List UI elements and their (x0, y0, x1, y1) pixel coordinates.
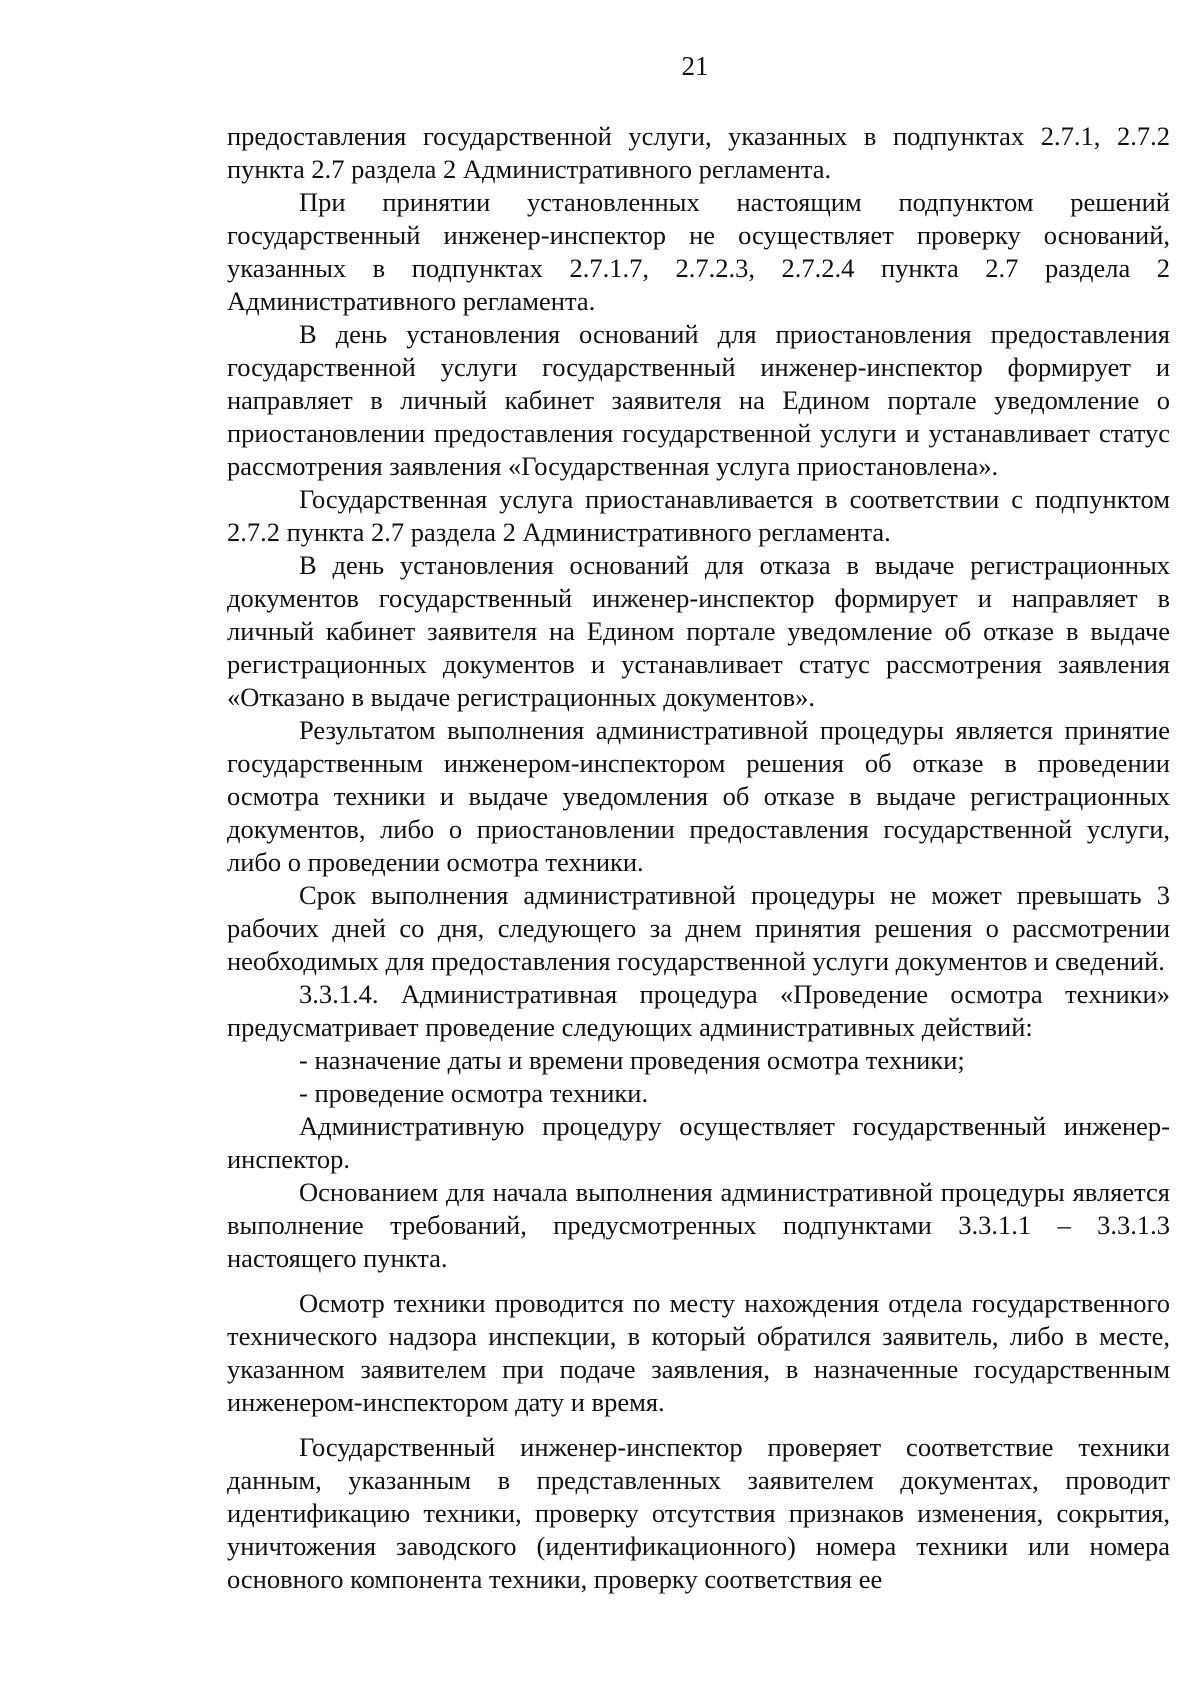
paragraph: Административную процедуру осуществляет государственный инженер-инспектор. (227, 1111, 1170, 1174)
paragraph: В день установления оснований для приостановления предоставления государственной услуги государственный инженер-инспектор формирует и направляет в личный кабинет заявителя на Едином портале уведомление о приостановлении предоставления государственной услуги и устанавливает статус рассмотрения заявления «Государственная услуга приостановлена». (227, 319, 1170, 481)
page-number: 21 (681, 51, 709, 81)
paragraph: Результатом выполнения административной процедуры является принятие государственным инженером-инспектором решения об отказе в проведении осмотра техники и выдаче уведомления об отказе в выдаче регистрационных документов, либо о приостановлении предоставления государственной услуги, либо о проведении осмотра техники. (227, 715, 1170, 877)
document-body (227, 120, 1170, 1596)
paragraph: 3.3.1.4. Административная процедура «Проведение осмотра техники» предусматривает проведение следующих административных действий: (227, 979, 1170, 1042)
list-item: - назначение даты и времени проведения осмотра техники; (299, 1045, 965, 1075)
list-item: - проведение осмотра техники. (299, 1078, 649, 1108)
paragraph: При принятии установленных настоящим подпунктом решений государственный инженер-инспектор не осуществляет проверку оснований, указанных в подпунктах 2.7.1.7, 2.7.2.3, 2.7.2.4 пункта 2.7 раздела 2 Административного регламента. (227, 187, 1170, 316)
paragraph: Осмотр техники проводится по месту нахождения отдела государственного технического надзора инспекции, в который обратился заявитель, либо в месте, указанном заявителем при подаче заявления, в назначенные государственным инженером-инспектором дату и время. (227, 1288, 1170, 1417)
paragraph: Основанием для начала выполнения административной процедуры является выполнение требований, предусмотренных подпунктами 3.3.1.1 – 3.3.1.3 настоящего пункта. (227, 1177, 1170, 1273)
paragraph: Срок выполнения административной процедуры не может превышать 3 рабочих дней со дня, следующего за днем принятия решения о рассмотрении необходимых для предоставления государственной услуги документов и сведений. (227, 880, 1170, 976)
paragraph: предоставления государственной услуги, указанных в подпунктах 2.7.1, 2.7.2 пункта 2.7 раздела 2 Административного регламента. (227, 121, 1170, 184)
paragraph: В день установления оснований для отказа в выдаче регистрационных документов государственный инженер-инспектор формирует и направляет в личный кабинет заявителя на Едином портале уведомление об отказе в выдаче регистрационных документов и устанавливает статус рассмотрения заявления «Отказано в выдаче регистрационных документов». (227, 550, 1170, 712)
paragraph: Государственная услуга приостанавливается в соответствии с подпунктом 2.7.2 пункта 2.7 раздела 2 Административного регламента. (227, 484, 1170, 547)
paragraph: Государственный инженер-инспектор проверяет соответствие техники данным, указанным в представленных заявителем документах, проводит идентификацию техники, проверку отсутствия признаков изменения, сокрытия, уничтожения заводского (идентификационного) номера техники или номера основного компонента техники, проверку соответствия ее (227, 1432, 1170, 1594)
